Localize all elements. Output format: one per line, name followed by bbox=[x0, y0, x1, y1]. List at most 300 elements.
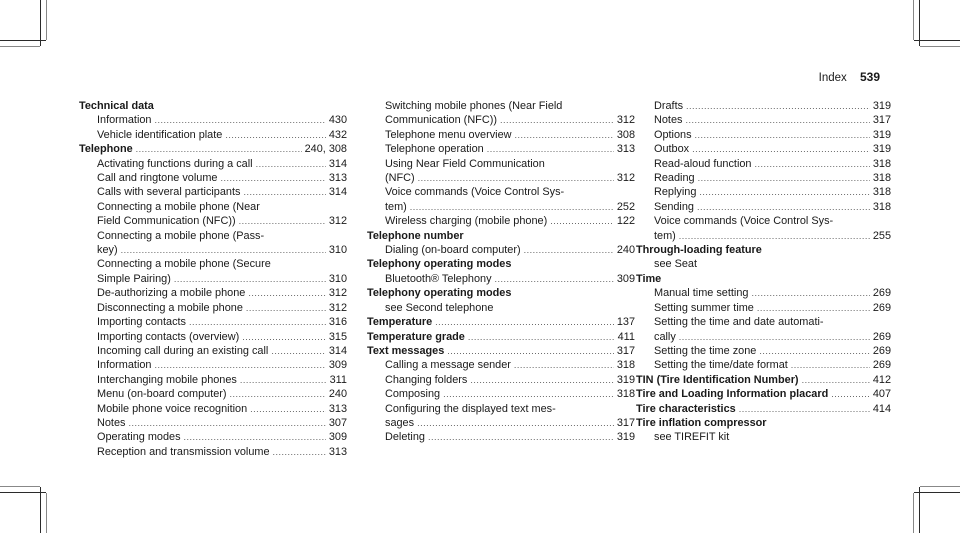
crop-mark bbox=[919, 487, 920, 533]
dot-leader bbox=[220, 171, 325, 185]
entry-line bbox=[385, 128, 635, 142]
entry-text: Setting the time/date format bbox=[654, 359, 788, 372]
entry-text: Setting the time and date automati- bbox=[654, 316, 824, 329]
entry-text: Connecting a mobile phone (Secure bbox=[97, 258, 271, 271]
entry-text: Using Near Field Communication bbox=[385, 157, 545, 170]
page-reference-link[interactable]: 311 bbox=[329, 373, 347, 386]
entry-text: Information bbox=[97, 359, 152, 372]
entry-text: Options bbox=[654, 128, 692, 141]
page-reference-link[interactable]: 313 bbox=[328, 445, 347, 458]
page-reference-link[interactable]: 307 bbox=[328, 416, 347, 429]
crop-mark bbox=[913, 0, 914, 40]
page-reference-link[interactable]: 269 bbox=[872, 301, 891, 314]
index-subentry[interactable] bbox=[79, 430, 347, 444]
index-subentry[interactable] bbox=[79, 286, 347, 300]
entry-text: Voice commands (Voice Control Sys- bbox=[654, 215, 834, 228]
dot-leader bbox=[418, 171, 614, 185]
entry-line bbox=[636, 387, 891, 401]
index-entry-main bbox=[367, 229, 635, 243]
index-subentry[interactable] bbox=[636, 99, 891, 113]
index-subentry bbox=[636, 257, 891, 271]
page-reference-link[interactable]: 255 bbox=[872, 229, 891, 242]
index-subentry[interactable] bbox=[79, 113, 347, 127]
index-subentry[interactable] bbox=[367, 142, 635, 156]
entry-line bbox=[636, 373, 891, 387]
page-reference-link[interactable]: 269 bbox=[872, 359, 891, 372]
dot-leader bbox=[225, 128, 326, 142]
entry-text: Activating functions during a call bbox=[97, 157, 253, 170]
index-entry-main[interactable] bbox=[636, 373, 891, 387]
entry-line bbox=[97, 387, 347, 401]
index-subentry[interactable] bbox=[367, 243, 635, 257]
dot-leader bbox=[791, 358, 870, 372]
page-reference-link[interactable]: 312 bbox=[328, 287, 347, 300]
entry-text: Bluetooth® Telephony bbox=[385, 272, 492, 285]
dot-leader bbox=[757, 301, 870, 315]
entry-line bbox=[654, 142, 891, 156]
index-subentry[interactable] bbox=[367, 402, 635, 431]
page-reference-link[interactable]: 313 bbox=[328, 402, 347, 415]
index-entry-main[interactable] bbox=[367, 344, 635, 358]
entry-text: sages bbox=[385, 416, 415, 429]
entry-text: Time bbox=[636, 272, 662, 285]
entry-line bbox=[97, 402, 347, 416]
entry-text: cally bbox=[654, 330, 676, 343]
entry-text: Reading bbox=[654, 172, 695, 185]
index-subentry[interactable] bbox=[79, 185, 347, 199]
dot-leader bbox=[189, 315, 326, 329]
index-subentry[interactable] bbox=[79, 301, 347, 315]
page-reference-link[interactable]: 407 bbox=[872, 388, 891, 401]
entry-line bbox=[385, 214, 635, 228]
dot-leader bbox=[154, 358, 325, 372]
index-subentry[interactable] bbox=[367, 185, 635, 214]
dot-leader bbox=[754, 157, 869, 171]
index-subentry[interactable] bbox=[636, 185, 891, 199]
entry-text: Calling a message sender bbox=[385, 359, 511, 372]
entry-text: Deleting bbox=[385, 431, 425, 444]
dot-leader bbox=[802, 373, 870, 387]
index-subentry[interactable] bbox=[367, 358, 635, 372]
index-subentry[interactable] bbox=[636, 286, 891, 300]
entry-text: Configuring the displayed text mes- bbox=[385, 402, 556, 415]
index-subentry[interactable] bbox=[367, 373, 635, 387]
entry-text: Through-loading feature bbox=[636, 244, 762, 257]
dot-leader bbox=[410, 200, 614, 214]
entry-line bbox=[97, 358, 347, 372]
dot-leader bbox=[692, 142, 870, 156]
dot-leader bbox=[242, 330, 326, 344]
index-subentry[interactable] bbox=[367, 387, 635, 401]
entry-text: Voice commands (Voice Control Sys- bbox=[385, 186, 565, 199]
entry-line bbox=[654, 157, 891, 171]
entry-text: De-authorizing a mobile phone bbox=[97, 287, 246, 300]
entry-text: Communication (NFC)) bbox=[385, 114, 497, 127]
entry-text: Manual time setting bbox=[654, 287, 749, 300]
crop-mark bbox=[0, 492, 46, 493]
page-reference-link[interactable]: 312 bbox=[616, 172, 635, 185]
index-entry-main bbox=[79, 99, 347, 113]
entry-text: Connecting a mobile phone (Pass- bbox=[97, 229, 265, 242]
entry-line bbox=[636, 402, 891, 416]
page-reference-link[interactable]: 122 bbox=[616, 215, 635, 228]
dot-leader bbox=[154, 113, 325, 127]
entry-text: Technical data bbox=[79, 100, 154, 112]
page-reference-link[interactable]: 318 bbox=[616, 388, 635, 401]
entry-line bbox=[97, 113, 347, 127]
page-reference-link[interactable]: 412 bbox=[872, 373, 891, 386]
page-reference-link[interactable]: 309 bbox=[328, 359, 347, 372]
entry-line bbox=[97, 157, 347, 171]
entry-line bbox=[97, 416, 347, 430]
entry-text: key) bbox=[97, 244, 118, 257]
page-reference-link[interactable]: 240, 308 bbox=[304, 143, 347, 156]
entry-line bbox=[385, 142, 635, 156]
entry-line bbox=[385, 373, 635, 387]
entry-line bbox=[385, 113, 635, 127]
dot-leader bbox=[679, 330, 870, 344]
entry-line bbox=[385, 200, 635, 214]
page-reference-link[interactable]: 269 bbox=[872, 287, 891, 300]
crop-mark bbox=[46, 493, 47, 533]
entry-line bbox=[97, 315, 347, 329]
index-subentry[interactable] bbox=[367, 157, 635, 186]
page-reference-link[interactable]: 310 bbox=[328, 272, 347, 285]
dot-leader bbox=[239, 214, 326, 228]
entry-text: see TIREFIT kit bbox=[654, 431, 730, 444]
dot-leader bbox=[500, 113, 614, 127]
entry-text: Drafts bbox=[654, 100, 684, 112]
dot-leader bbox=[417, 416, 614, 430]
index-entry-main bbox=[636, 416, 891, 430]
entry-line bbox=[385, 243, 635, 257]
index-subentry[interactable] bbox=[79, 358, 347, 372]
page-reference-link[interactable]: 309 bbox=[616, 272, 635, 285]
index-subentry[interactable] bbox=[79, 315, 347, 329]
index-entry-main bbox=[636, 243, 891, 257]
dot-leader bbox=[697, 200, 870, 214]
dot-leader bbox=[273, 445, 326, 459]
page-reference-link[interactable]: 312 bbox=[328, 215, 347, 228]
page-reference-link[interactable]: 314 bbox=[328, 344, 347, 357]
page-reference-link[interactable]: 319 bbox=[616, 373, 635, 386]
entry-line bbox=[654, 301, 891, 315]
index-subentry bbox=[636, 430, 891, 444]
dot-leader bbox=[271, 344, 326, 358]
dot-leader bbox=[515, 128, 614, 142]
crop-mark bbox=[40, 487, 41, 533]
index-subentry[interactable] bbox=[636, 113, 891, 127]
index-subentry[interactable] bbox=[79, 373, 347, 387]
entry-line bbox=[97, 373, 347, 387]
dot-leader bbox=[470, 373, 613, 387]
index-subentry[interactable] bbox=[79, 229, 347, 258]
page-number: 539 bbox=[859, 70, 880, 84]
page-reference-link[interactable]: 313 bbox=[328, 172, 347, 185]
page-reference-link[interactable]: 432 bbox=[328, 128, 347, 141]
dot-leader bbox=[250, 402, 326, 416]
entry-text: Vehicle identification plate bbox=[97, 128, 223, 141]
entry-line bbox=[385, 272, 635, 286]
index-subentry[interactable] bbox=[79, 445, 347, 459]
index-subentry[interactable] bbox=[79, 387, 347, 401]
crop-mark bbox=[913, 493, 914, 533]
index-subentry[interactable] bbox=[79, 416, 347, 430]
index-subentry bbox=[367, 301, 635, 315]
entry-line bbox=[97, 430, 347, 444]
entry-text: Tire characteristics bbox=[636, 402, 736, 415]
entry-text: see Seat bbox=[654, 258, 697, 271]
entry-text: tem) bbox=[385, 200, 407, 213]
dot-leader bbox=[174, 272, 326, 286]
entry-text: Reception and transmission volume bbox=[97, 445, 270, 458]
dot-leader bbox=[468, 330, 615, 344]
index-subentry[interactable] bbox=[79, 402, 347, 416]
index-entry-main[interactable] bbox=[636, 387, 891, 401]
index-entry-main bbox=[367, 257, 635, 271]
entry-text: Telephone operation bbox=[385, 143, 484, 156]
page-reference-link[interactable]: 430 bbox=[328, 114, 347, 127]
index-subentry[interactable] bbox=[636, 142, 891, 156]
entry-line bbox=[654, 128, 891, 142]
dot-leader bbox=[831, 387, 870, 401]
entry-line bbox=[97, 344, 347, 358]
index-subentry[interactable] bbox=[79, 171, 347, 185]
index-subentry[interactable] bbox=[636, 344, 891, 358]
page-reference-link[interactable]: 317 bbox=[872, 114, 891, 127]
page-reference-link[interactable]: 269 bbox=[872, 330, 891, 343]
index-subentry[interactable] bbox=[636, 171, 891, 185]
page-reference-link[interactable]: 310 bbox=[328, 244, 347, 257]
crop-mark bbox=[914, 40, 960, 41]
page-reference-link[interactable]: 315 bbox=[328, 330, 347, 343]
crop-mark bbox=[0, 486, 40, 487]
index-subentry[interactable] bbox=[636, 358, 891, 372]
entry-line bbox=[385, 387, 635, 401]
dot-leader bbox=[739, 402, 870, 416]
index-entry-main[interactable] bbox=[79, 142, 347, 156]
entry-line bbox=[97, 171, 347, 185]
entry-text: Temperature bbox=[367, 316, 433, 329]
page-reference-link[interactable]: 308 bbox=[616, 128, 635, 141]
page-reference-link[interactable]: 411 bbox=[617, 330, 635, 343]
entry-line bbox=[654, 171, 891, 185]
index-entry-main[interactable] bbox=[367, 315, 635, 329]
entry-line bbox=[654, 200, 891, 214]
entry-text: Calls with several participants bbox=[97, 186, 241, 199]
dot-leader bbox=[128, 416, 325, 430]
entry-line bbox=[385, 430, 635, 444]
entry-line bbox=[654, 286, 891, 300]
crop-mark bbox=[914, 492, 960, 493]
entry-line bbox=[654, 330, 891, 344]
crop-mark bbox=[0, 40, 46, 41]
entry-text: Read-aloud function bbox=[654, 157, 752, 170]
dot-leader bbox=[443, 387, 614, 401]
entry-line bbox=[97, 286, 347, 300]
index-column-1 bbox=[79, 99, 347, 459]
index-column-2 bbox=[367, 99, 635, 445]
entry-line bbox=[367, 344, 635, 358]
entry-line bbox=[654, 99, 891, 113]
entry-text: Setting the time zone bbox=[654, 344, 757, 357]
page-reference-link[interactable]: 318 bbox=[872, 172, 891, 185]
page-reference-link[interactable]: 312 bbox=[328, 301, 347, 314]
dot-leader bbox=[495, 272, 614, 286]
dot-leader bbox=[184, 430, 326, 444]
page-reference-link[interactable]: 317 bbox=[616, 344, 635, 357]
page-reference-link[interactable]: 314 bbox=[328, 186, 347, 199]
index-subentry[interactable] bbox=[636, 128, 891, 142]
index-subentry[interactable] bbox=[79, 200, 347, 229]
entry-line bbox=[97, 445, 347, 459]
entry-line bbox=[97, 330, 347, 344]
dot-leader bbox=[698, 171, 870, 185]
entry-text: Telephony operating modes bbox=[367, 287, 512, 300]
entry-text: Telephone menu overview bbox=[385, 128, 512, 141]
index-subentry[interactable] bbox=[636, 214, 891, 243]
entry-line bbox=[97, 243, 347, 257]
entry-line bbox=[654, 185, 891, 199]
dot-leader bbox=[685, 113, 869, 127]
index-subentry[interactable] bbox=[367, 214, 635, 228]
index-subentry[interactable] bbox=[79, 257, 347, 286]
page-reference-link[interactable]: 318 bbox=[872, 200, 891, 213]
index-subentry[interactable] bbox=[79, 330, 347, 344]
entry-text: Telephone number bbox=[367, 229, 464, 242]
dot-leader bbox=[759, 344, 870, 358]
entry-line bbox=[97, 301, 347, 315]
entry-text: Tire and Loading Information placard bbox=[636, 388, 829, 401]
index-entry-main bbox=[367, 286, 635, 300]
entry-text: Operating modes bbox=[97, 431, 181, 444]
page-reference-link[interactable]: 313 bbox=[616, 143, 635, 156]
index-subentry[interactable] bbox=[79, 344, 347, 358]
page-reference-link[interactable]: 252 bbox=[616, 200, 635, 213]
entry-line bbox=[385, 358, 635, 372]
dot-leader bbox=[230, 387, 326, 401]
dot-leader bbox=[240, 373, 327, 387]
entry-text: Notes bbox=[654, 114, 683, 127]
index-subentry[interactable] bbox=[367, 99, 635, 128]
dot-leader bbox=[136, 142, 302, 156]
entry-line bbox=[654, 358, 891, 372]
dot-leader bbox=[699, 185, 869, 199]
page-reference-link[interactable]: 414 bbox=[872, 402, 891, 415]
entry-text: Setting summer time bbox=[654, 301, 754, 314]
page-reference-link[interactable]: 319 bbox=[872, 100, 891, 112]
crop-mark bbox=[46, 0, 47, 40]
dot-leader bbox=[514, 358, 614, 372]
index-subentry[interactable] bbox=[367, 430, 635, 444]
page-reference-link[interactable]: 316 bbox=[328, 316, 347, 329]
index-entry-main[interactable] bbox=[636, 402, 891, 416]
dot-leader bbox=[550, 214, 614, 228]
entry-text: see Second telephone bbox=[385, 301, 494, 314]
entry-text: Replying bbox=[654, 186, 697, 199]
page-reference-link[interactable]: 319 bbox=[872, 128, 891, 141]
entry-line bbox=[654, 229, 891, 243]
entry-line bbox=[97, 214, 347, 228]
dot-leader bbox=[246, 301, 326, 315]
entry-text: Temperature grade bbox=[367, 330, 465, 343]
index-entry-main[interactable] bbox=[367, 330, 635, 344]
entry-text: Simple Pairing) bbox=[97, 272, 171, 285]
dot-leader bbox=[487, 142, 614, 156]
entry-text: Dialing (on-board computer) bbox=[385, 244, 521, 257]
page-reference-link[interactable]: 309 bbox=[328, 431, 347, 444]
entry-text: Disconnecting a mobile phone bbox=[97, 301, 243, 314]
entry-line bbox=[654, 344, 891, 358]
crop-mark bbox=[0, 46, 40, 47]
dot-leader bbox=[428, 430, 614, 444]
dot-leader bbox=[695, 128, 870, 142]
page-reference-link[interactable]: 240 bbox=[616, 244, 635, 257]
page-reference-link[interactable]: 318 bbox=[616, 359, 635, 372]
entry-text: Menu (on-board computer) bbox=[97, 388, 227, 401]
dot-leader bbox=[248, 286, 326, 300]
entry-text: Sending bbox=[654, 200, 694, 213]
index-subentry[interactable] bbox=[636, 301, 891, 315]
entry-line bbox=[367, 330, 635, 344]
page-reference-link[interactable]: 317 bbox=[616, 416, 635, 429]
index-subentry[interactable] bbox=[636, 315, 891, 344]
entry-text: Tire inflation compressor bbox=[636, 416, 767, 429]
dot-leader bbox=[435, 315, 614, 329]
dot-leader bbox=[447, 344, 614, 358]
entry-text: Information bbox=[97, 114, 152, 127]
page-reference-link[interactable]: 240 bbox=[328, 388, 347, 401]
entry-text: Telephony operating modes bbox=[367, 258, 512, 271]
dot-leader bbox=[686, 99, 870, 113]
entry-line bbox=[79, 142, 347, 156]
page-reference-link[interactable]: 318 bbox=[872, 157, 891, 170]
entry-text: Importing contacts bbox=[97, 316, 186, 329]
page-reference-link[interactable]: 312 bbox=[616, 114, 635, 127]
page-reference-link[interactable]: 319 bbox=[616, 431, 635, 444]
entry-text: Telephone bbox=[79, 143, 133, 156]
page-reference-link[interactable]: 319 bbox=[872, 143, 891, 156]
entry-text: Field Communication (NFC)) bbox=[97, 215, 236, 228]
dot-leader bbox=[256, 157, 326, 171]
index-column-3 bbox=[636, 99, 891, 445]
entry-text: TIN (Tire Identification Number) bbox=[636, 373, 799, 386]
index-subentry[interactable] bbox=[636, 157, 891, 171]
page-reference-link[interactable]: 314 bbox=[328, 157, 347, 170]
index-subentry[interactable] bbox=[636, 200, 891, 214]
index-subentry[interactable] bbox=[367, 272, 635, 286]
page-reference-link[interactable]: 269 bbox=[872, 344, 891, 357]
entry-line bbox=[97, 185, 347, 199]
entry-line bbox=[367, 315, 635, 329]
dot-leader bbox=[751, 286, 869, 300]
dot-leader bbox=[121, 243, 326, 257]
entry-text: Incoming call during an existing call bbox=[97, 344, 269, 357]
index-subentry[interactable] bbox=[79, 128, 347, 142]
entry-text: Switching mobile phones (Near Field bbox=[385, 100, 563, 112]
page-reference-link[interactable]: 137 bbox=[616, 316, 635, 329]
entry-line bbox=[385, 171, 635, 185]
entry-text: Composing bbox=[385, 388, 441, 401]
entry-text: Outbox bbox=[654, 143, 690, 156]
index-subentry[interactable] bbox=[367, 128, 635, 142]
index-subentry[interactable] bbox=[79, 157, 347, 171]
page-reference-link[interactable]: 318 bbox=[872, 186, 891, 199]
entry-text: Interchanging mobile phones bbox=[97, 373, 237, 386]
section-title: Index bbox=[818, 72, 847, 84]
entry-text: Mobile phone voice recognition bbox=[97, 402, 248, 415]
page-header bbox=[819, 70, 880, 84]
